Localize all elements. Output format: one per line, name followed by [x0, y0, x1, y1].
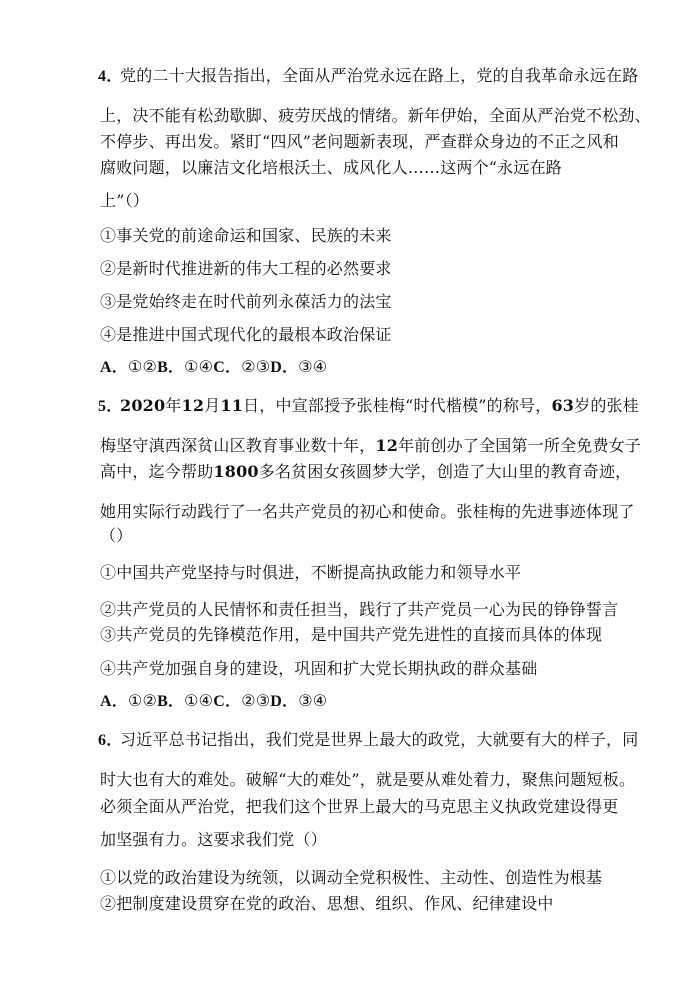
q5-option-d-text: ③④: [298, 693, 328, 710]
q5-statement-4: ④共产党加强自身的建设，巩固和扩大党长期执政的群众基础: [100, 659, 538, 678]
q5-stem-line-3: [100, 462, 631, 482]
q5-stem-text-year-unit: 年: [165, 396, 182, 415]
q4-statement-2: ②是新时代推进新的伟大工程的必然要求: [100, 259, 392, 278]
q6-statement-2: ②把制度建设贯穿在党的政治、思想、组织、作风、纪律建设中: [100, 894, 554, 913]
q6-stem-line-4: 加坚强有力。这要求我们党（）: [100, 830, 327, 849]
q4-option-a-label: A．: [100, 359, 128, 376]
q5-option-c-text: ②③: [241, 693, 271, 710]
q4-stem-text-1: 党的二十大报告指出，全面从严治党永远在路上，党的自我革命永远在路: [120, 66, 639, 85]
q5-stem-text-5: 高中，迄今帮助: [100, 462, 214, 481]
q4-stem-line-4: 腐败问题，以廉洁文化培根沃土、成风化人……这两个“永远在路: [100, 158, 562, 177]
q5-stem-text-2: 岁的张桂: [574, 396, 639, 415]
q6-stem-text-1: 习近平总书记指出，我们党是世界上最大的政党，大就要有大的样子，同: [120, 730, 639, 749]
q5-statement-2: ②共产党员的人民情怀和责任担当，践行了共产党员一心为民的铮铮誓言: [100, 600, 619, 619]
q6-stem-line-1: [100, 730, 638, 751]
q4-option-c-text: ②③: [241, 359, 271, 376]
q5-age: 63: [551, 396, 575, 415]
q4-option-d-label: D．: [270, 359, 299, 376]
q4-stem-line-5: 上”（）: [100, 191, 149, 210]
q4-number: 4．: [98, 68, 123, 85]
q4-option-b-label: B．: [157, 359, 185, 376]
q4-statement-4: ④是推进中国式现代化的最根本政治保证: [100, 325, 392, 344]
q5-options: [100, 692, 327, 712]
q6-number: 6．: [98, 732, 123, 749]
q5-number: 5．: [98, 398, 123, 415]
q5-day: 11: [220, 396, 244, 415]
q6-stem-line-2: 时大也有大的难处。破解“大的难处”，就是要从难处着力，聚焦问题短板。: [100, 770, 636, 789]
q5-option-a-text: ①②: [127, 693, 158, 710]
q5-option-a-label: A．: [100, 693, 128, 710]
q5-option-b-text: ①④: [184, 693, 214, 710]
q5-year: 2020: [120, 396, 166, 415]
q5-stem-line-2: [100, 436, 641, 456]
q4-stem-line-1: [100, 66, 638, 87]
q5-stem-text-4: 年前创办了全国第一所全免费女子: [398, 436, 642, 455]
q6-statement-1: ①以党的政治建设为统领，以调动全党积极性、主动性、创造性为根基: [100, 868, 603, 887]
q5-stem-text-3: 梅坚守滇西深贫山区教育事业数十年，: [100, 436, 376, 455]
q4-statement-1: ①事关党的前途命运和国家、民族的未来: [100, 226, 392, 245]
q4-option-a-text: ①②: [127, 359, 158, 376]
q4-option-d-text: ③④: [298, 359, 328, 376]
q5-student-count: 1800: [213, 462, 259, 481]
q5-option-c-label: C．: [213, 693, 242, 710]
q4-options: [100, 358, 327, 378]
q5-stem-line-1: [100, 396, 639, 417]
q5-stem-text-1: 日，中宣部授予张桂梅“时代楷模”的称号，: [243, 396, 552, 415]
q6-stem-line-3: 必须全面从严治党，把我们这个世界上最大的马克思主义执政党建设得更: [100, 797, 619, 816]
q4-statement-3: ③是党始终走在时代前列永葆活力的法宝: [100, 292, 392, 311]
q5-stem-text-month-unit: 月: [204, 396, 221, 415]
q5-option-d-label: D．: [270, 693, 299, 710]
q5-stem-line-5: （）: [100, 526, 133, 545]
q5-stem-line-4: 她用实际行动践行了一名共产党员的初心和使命。张桂梅的先进事迹体现了: [100, 502, 635, 521]
q5-stem-text-6: 多名贫困女孩圆梦大学，创造了大山里的教育奇迹，: [258, 462, 632, 481]
q5-years-ago: 12: [375, 436, 399, 455]
q4-option-c-label: C．: [213, 359, 242, 376]
q5-statement-3: ③共产党员的先锋模范作用，是中国共产党先进性的直接而具体的体现: [100, 625, 603, 644]
q4-option-b-text: ①④: [184, 359, 214, 376]
q4-stem-line-3: 不停步、再出发。紧盯“四风”老问题新表现，严查群众身边的不正之风和: [100, 132, 619, 151]
q5-option-b-label: B．: [157, 693, 185, 710]
q4-stem-line-2: 上，决不能有松劲歇脚、疲劳厌战的情绪。新年伊始，全面从严治党不松劲、: [100, 106, 651, 125]
q5-month: 12: [181, 396, 205, 415]
q5-statement-1: ①中国共产党坚持与时俱进，不断提高执政能力和领导水平: [100, 563, 522, 582]
